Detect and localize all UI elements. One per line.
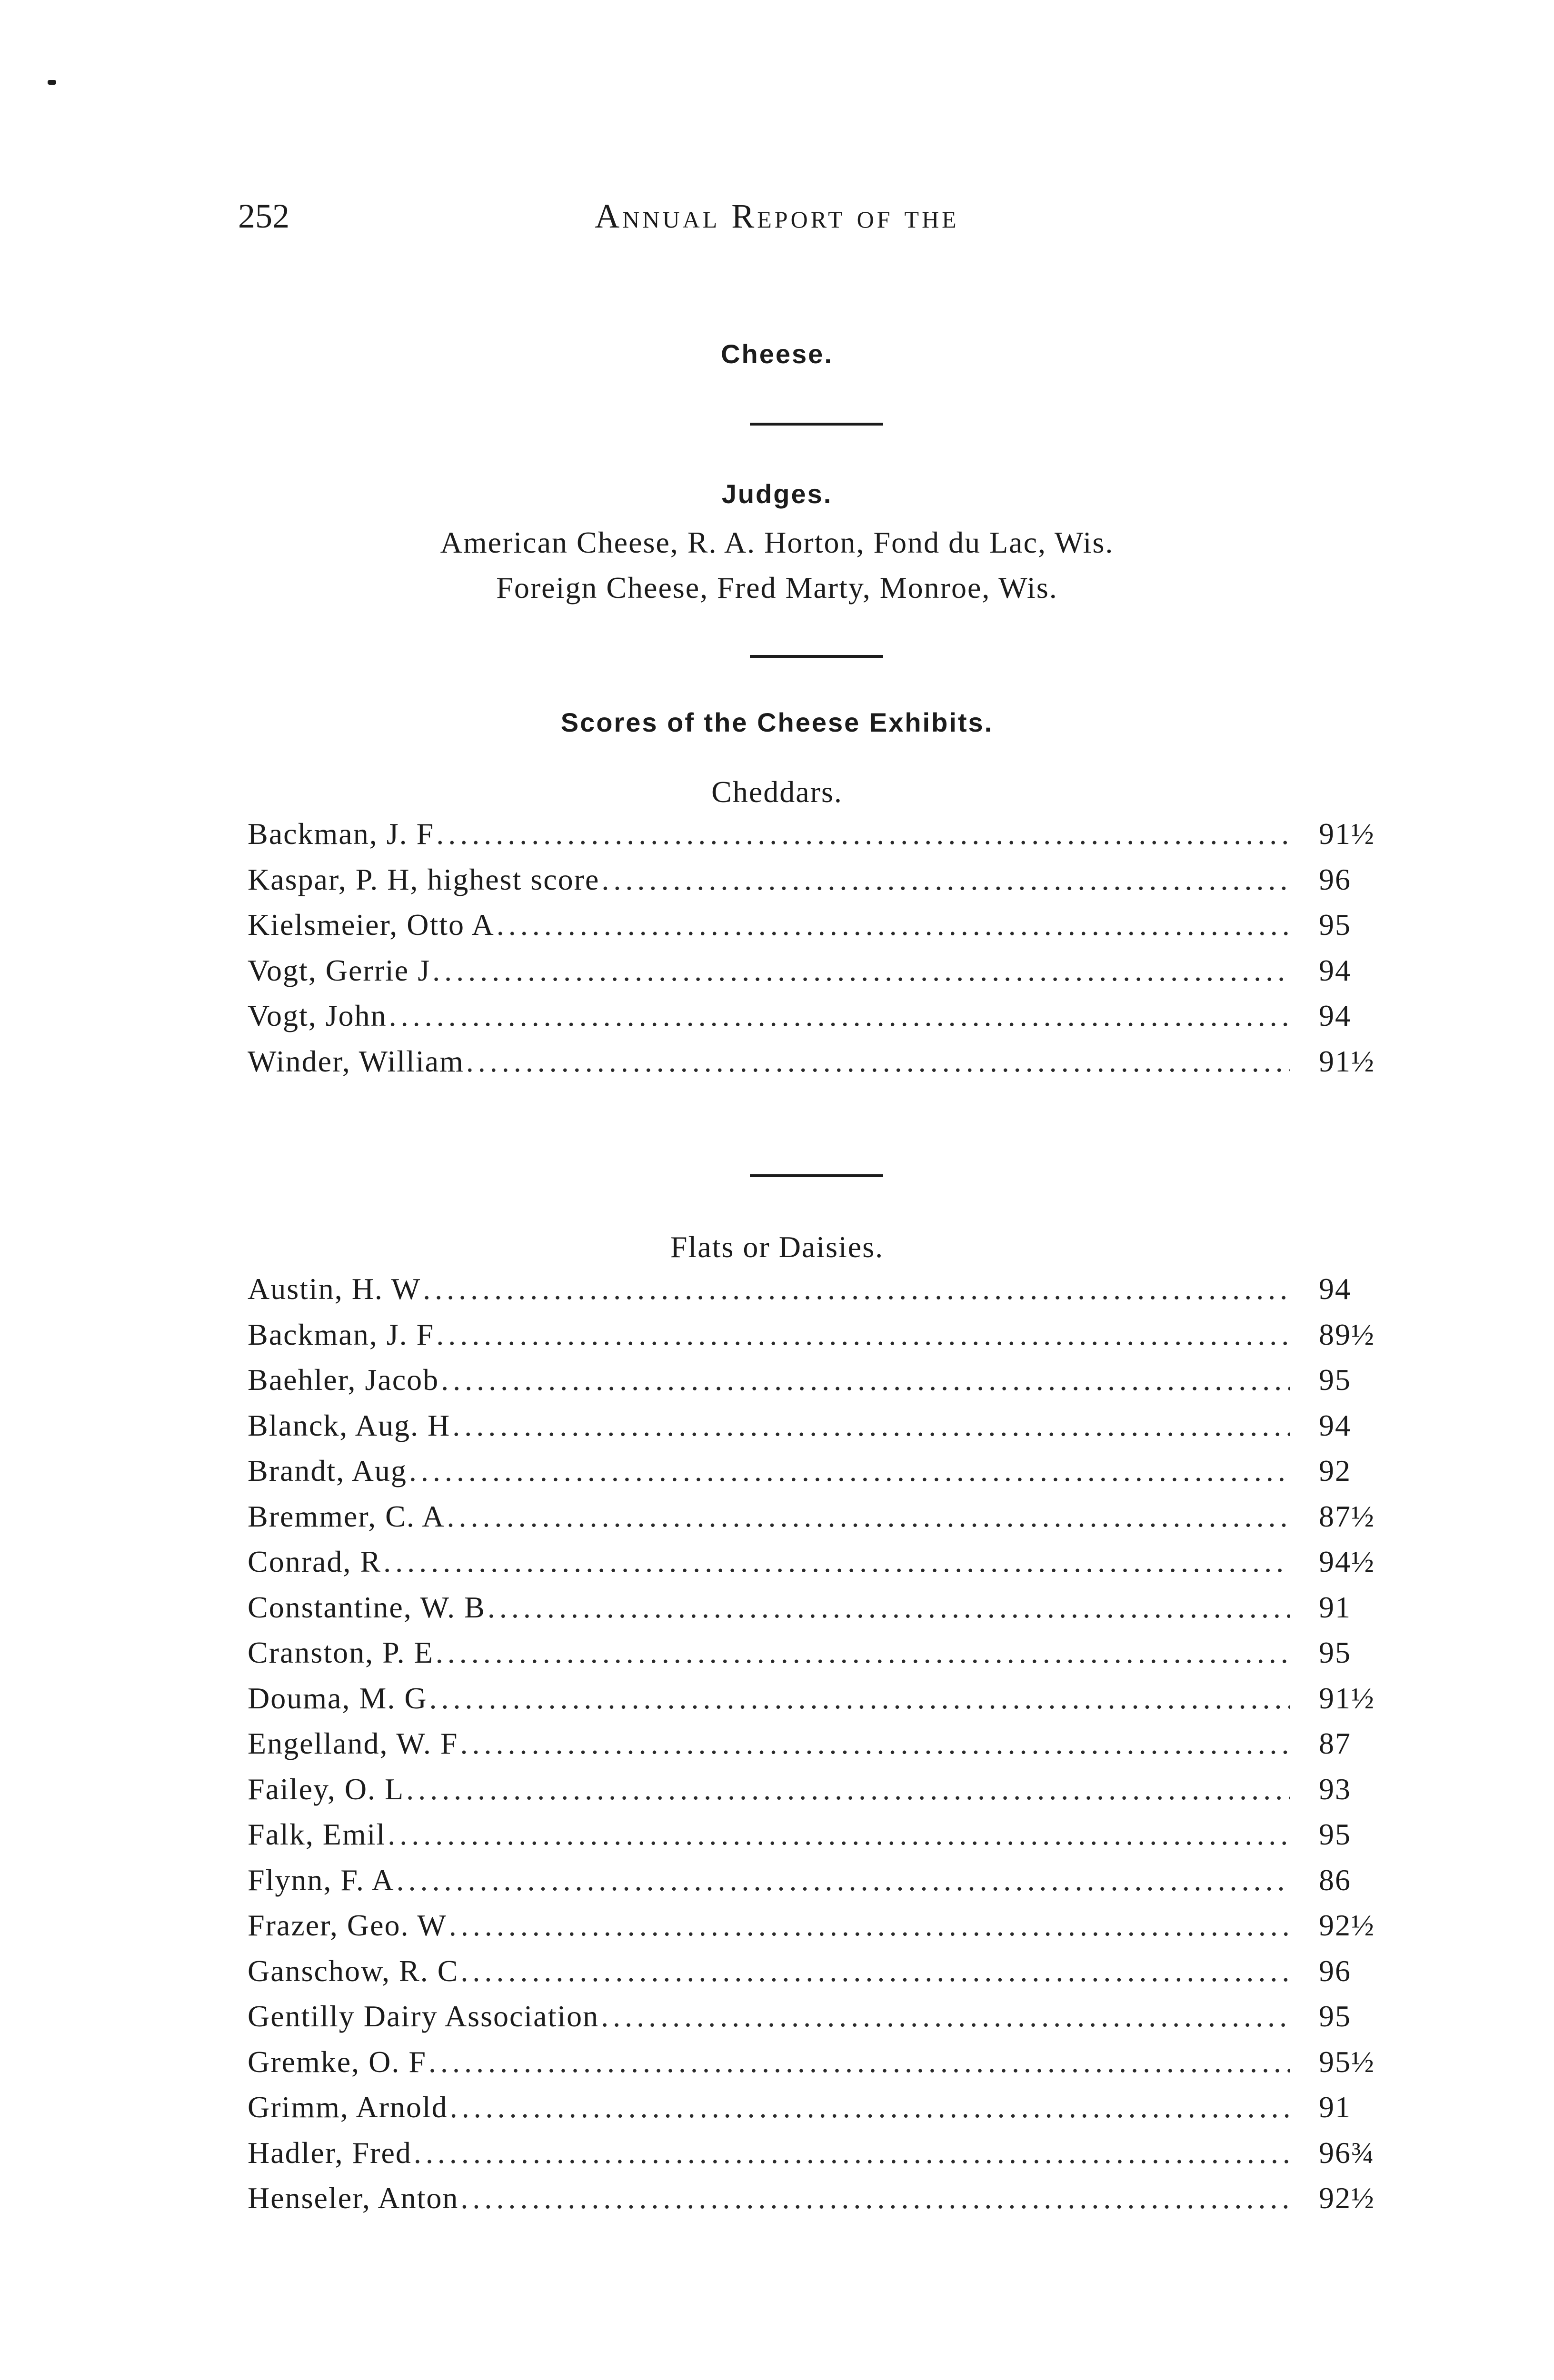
dot-leader <box>460 2183 1290 2213</box>
score-entry <box>248 1046 1390 1092</box>
exhibitor-name: Backman, J. F <box>248 817 435 851</box>
flats-score-list <box>248 1274 1390 2229</box>
judge-foreign: Foreign Cheese, Fred Marty, Monroe, Wis. <box>496 571 1058 605</box>
running-head <box>0 199 1554 233</box>
score-entry <box>248 1365 1390 1410</box>
exhibitor-name: Ganschow, R. C <box>248 1954 459 1988</box>
dot-leader <box>601 864 1290 895</box>
exhibitor-name: Backman, J. F <box>248 1317 435 1351</box>
dot-leader <box>414 2138 1290 2168</box>
exhibit-score: 94 <box>1319 1408 1351 1442</box>
score-entry <box>248 2183 1390 2229</box>
score-entry <box>248 1274 1390 1319</box>
exhibit-score: 94½ <box>1319 1545 1375 1578</box>
exhibitor-name: Engelland, W. F <box>248 1726 458 1760</box>
cheddars-score-list <box>248 819 1390 1091</box>
exhibit-score: 96 <box>1319 862 1351 896</box>
score-entry <box>248 1319 1390 1365</box>
scores-heading: Scores of the Cheese Exhibits. <box>560 707 994 737</box>
dot-leader <box>406 1774 1290 1805</box>
exhibit-score: 94 <box>1319 953 1351 987</box>
exhibit-score: 96¾ <box>1319 2135 1375 2170</box>
dot-leader <box>409 1456 1290 1486</box>
exhibit-score: 87 <box>1319 1726 1351 1760</box>
score-entry <box>248 864 1390 910</box>
exhibit-score: 94 <box>1319 999 1351 1032</box>
dot-leader <box>450 2092 1290 2122</box>
exhibitor-name: Brandt, Aug <box>248 1454 407 1488</box>
score-entry <box>248 1774 1390 1820</box>
score-entry <box>248 1456 1390 1501</box>
dot-leader <box>436 1637 1290 1668</box>
exhibit-score: 96 <box>1319 1954 1351 1988</box>
exhibitor-name: Kaspar, P. H, highest score <box>248 862 600 896</box>
judges-heading: Judges. <box>721 479 833 509</box>
exhibit-score: 91½ <box>1319 1681 1375 1715</box>
exhibitor-name: Vogt, John <box>248 999 387 1032</box>
dot-leader <box>497 910 1290 940</box>
exhibit-score: 92½ <box>1319 1908 1375 1942</box>
exhibitor-name: Bremmer, C. A <box>248 1499 445 1533</box>
dot-leader <box>460 1728 1290 1759</box>
exhibitor-name: Flynn, F. A <box>248 1863 395 1897</box>
exhibit-score: 91½ <box>1319 817 1375 851</box>
score-entry <box>248 819 1390 864</box>
score-entry <box>248 2135 1390 2183</box>
score-entry <box>248 1819 1390 1865</box>
score-entry <box>248 955 1390 1001</box>
exhibit-score: 87½ <box>1319 1499 1375 1533</box>
score-entry <box>248 2001 1390 2047</box>
dot-leader <box>423 1274 1290 1304</box>
dot-leader <box>488 1592 1290 1623</box>
exhibitor-name: Vogt, Gerrie J <box>248 953 431 987</box>
exhibitor-name: Gremke, O. F <box>248 2044 427 2079</box>
score-entry <box>248 1728 1390 1774</box>
exhibitor-name: Henseler, Anton <box>248 2181 459 2215</box>
score-entry <box>248 1956 1390 2002</box>
divider-rule <box>750 1174 883 1177</box>
exhibitor-name: Douma, M. G <box>248 1681 428 1715</box>
exhibit-score: 95 <box>1319 1817 1351 1851</box>
margin-speck <box>48 80 56 85</box>
dot-leader <box>383 1547 1290 1577</box>
dot-leader <box>388 1819 1290 1850</box>
score-entry <box>248 1592 1390 1638</box>
dot-leader <box>428 2047 1290 2077</box>
dot-leader <box>452 1410 1290 1441</box>
exhibit-score: 95 <box>1319 908 1351 942</box>
score-entry <box>248 2044 1390 2092</box>
dot-leader <box>441 1365 1290 1395</box>
exhibitor-name: Conrad, R <box>248 1545 382 1578</box>
exhibit-score: 91 <box>1319 2090 1351 2124</box>
score-entry <box>248 910 1390 955</box>
exhibit-score: 95 <box>1319 1999 1351 2033</box>
section-title-cheese: Cheese. <box>721 339 833 369</box>
dot-leader <box>429 1683 1290 1714</box>
exhibitor-name: Austin, H. W <box>248 1272 421 1306</box>
divider-rule <box>750 655 883 658</box>
score-entry <box>248 1501 1390 1547</box>
exhibit-score: 92½ <box>1319 2181 1375 2215</box>
score-entry <box>248 1683 1390 1729</box>
exhibit-score: 92 <box>1319 1454 1351 1488</box>
score-entry <box>248 1910 1390 1956</box>
exhibitor-name: Constantine, W. B <box>248 1590 486 1624</box>
exhibitor-name: Cranston, P. E <box>248 1636 434 1669</box>
exhibit-score: 95 <box>1319 1636 1351 1669</box>
dot-leader <box>466 1046 1290 1077</box>
score-entry <box>248 1637 1390 1683</box>
exhibit-score: 93 <box>1319 1772 1351 1806</box>
exhibit-score: 86 <box>1319 1863 1351 1897</box>
dot-leader <box>436 1319 1290 1350</box>
dot-leader <box>449 1910 1290 1941</box>
exhibitor-name: Hadler, Fred <box>248 2135 412 2170</box>
dot-leader <box>447 1501 1291 1532</box>
exhibitor-name: Gentilly Dairy Association <box>248 1999 599 2033</box>
running-head-text: Annual Report of the <box>595 197 959 235</box>
flats-heading: Flats or Daisies. <box>670 1230 884 1264</box>
exhibitor-name: Kielsmeier, Otto A <box>248 908 495 942</box>
exhibitor-name: Baehler, Jacob <box>248 1363 439 1397</box>
score-entry <box>248 1001 1390 1046</box>
dot-leader <box>460 1956 1290 1986</box>
dot-leader <box>389 1001 1290 1031</box>
dot-leader <box>432 955 1290 986</box>
exhibitor-name: Falk, Emil <box>248 1817 386 1851</box>
exhibitor-name: Blanck, Aug. H <box>248 1408 451 1442</box>
dot-leader <box>601 2001 1290 2032</box>
exhibit-score: 94 <box>1319 1272 1351 1306</box>
score-entry <box>248 1410 1390 1456</box>
dot-leader <box>397 1865 1290 1895</box>
exhibit-score: 95½ <box>1319 2044 1375 2079</box>
exhibitor-name: Winder, William <box>248 1044 464 1078</box>
divider-rule <box>750 423 883 426</box>
exhibitor-name: Frazer, Geo. W <box>248 1908 447 1942</box>
judge-american: American Cheese, R. A. Horton, Fond du Lac, Wis. <box>440 526 1114 559</box>
exhibit-score: 91½ <box>1319 1044 1375 1078</box>
dot-leader <box>436 819 1290 849</box>
score-entry <box>248 1547 1390 1592</box>
exhibitor-name: Grimm, Arnold <box>248 2090 448 2124</box>
exhibit-score: 89½ <box>1319 1317 1375 1351</box>
exhibit-score: 91 <box>1319 1590 1351 1624</box>
exhibit-score: 95 <box>1319 1363 1351 1397</box>
cheddars-heading: Cheddars. <box>711 775 843 809</box>
score-entry <box>248 1865 1390 1911</box>
score-entry <box>248 2092 1390 2138</box>
page-number: 252 <box>238 197 289 235</box>
exhibitor-name: Failey, O. L <box>248 1772 405 1806</box>
